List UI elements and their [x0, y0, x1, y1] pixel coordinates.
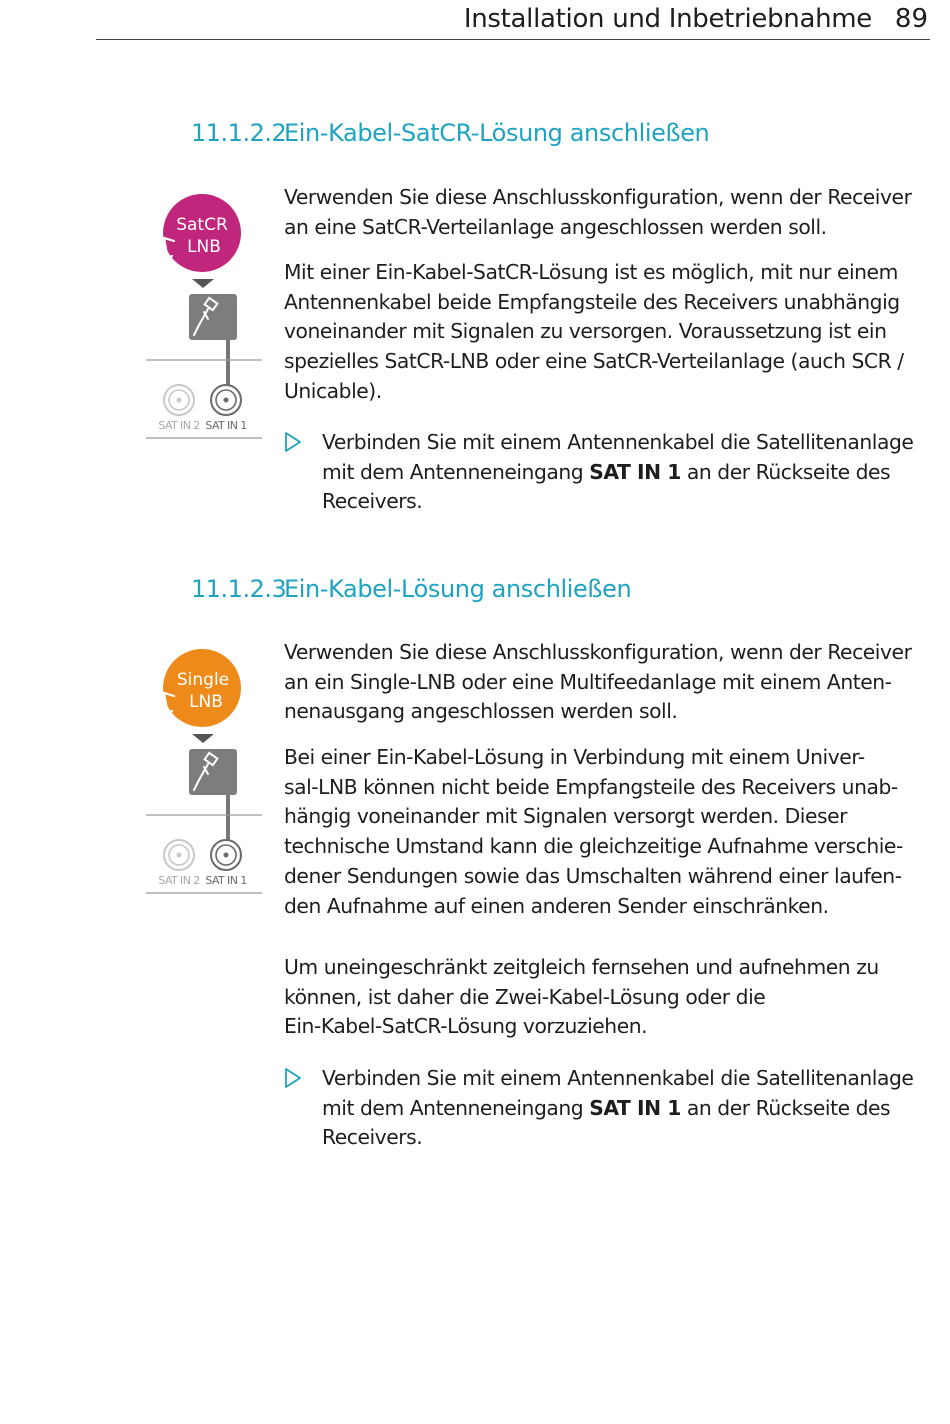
badge-line1: Single	[176, 670, 230, 690]
port-label-sat-in-1: SAT IN 1	[205, 419, 247, 432]
badge-line2: LNB	[187, 237, 221, 257]
sat-in-1-label: SAT IN 1	[589, 1095, 681, 1120]
page-number: 89	[894, 4, 928, 34]
paragraph: Verwenden Sie diese Anschlusskonfiguration, wenn der Receiver an eine SatCR-Verteilanlage angeschlossen werden soll.	[284, 185, 912, 239]
header-divider	[96, 39, 930, 40]
port-label-sat-in-2: SAT IN 2	[158, 419, 200, 432]
coax-plug-icon	[189, 294, 237, 340]
down-arrow-icon	[192, 279, 214, 288]
section-heading: Ein-Kabel-Lösung anschließen	[284, 575, 632, 603]
sat-in-1-port-icon	[211, 385, 241, 415]
paragraph: Mit einer Ein-Kabel-SatCR-Lösung ist es möglich, mit nur einem Antennenkabel beide Empfangsteile des Receivers unabhängig voneinander mit Signalen zu versorgen. Voraussetzung ist ein spezielles SatCR-LNB oder eine SatCR-Verteilanlage (auch SCR / Unicable).	[284, 260, 904, 403]
port-label-sat-in-1: SAT IN 1	[205, 874, 247, 887]
sat-in-1-port-icon	[211, 840, 241, 870]
paragraph: Bei einer Ein-Kabel-Lösung in Verbindung mit einem Univer- sal-LNB können nicht beide Empfangsteile des Receivers unab- hängig voneinander mit Signalen versorgt werden. Dieser technische Umstand kann die gleichzeitige Aufnahme verschie- dener Sendungen sowie das Umschalten während einer laufen- den Aufnahme auf einen anderen Sender einschränken.	[284, 745, 903, 918]
badge-line1: SatCR	[176, 215, 228, 235]
single-lnb-connection-diagram	[146, 647, 262, 897]
port-label-sat-in-2: SAT IN 2	[158, 874, 200, 887]
step-triangle-icon	[284, 431, 302, 453]
paragraph: Um uneingeschränkt zeitgleich fernsehen und aufnehmen zu können, ist daher die Zwei-Kabel-Lösung oder die Ein-Kabel-SatCR-Lösung vorzuziehen.	[284, 955, 879, 1039]
satcr-lnb-badge	[156, 194, 241, 272]
running-header-title: Installation und Inbetriebnahme	[463, 4, 872, 34]
paragraph: Verwenden Sie diese Anschlusskonfiguration, wenn der Receiver an ein Single-LNB oder eine Multifeedanlage mit einem Anten- nenausgang angeschlossen werden soll.	[284, 640, 912, 724]
step-triangle-icon	[284, 1067, 302, 1089]
badge-line2: LNB	[189, 692, 223, 712]
single-lnb-badge	[156, 649, 241, 727]
satcr-connection-diagram	[146, 192, 262, 442]
section-number: 11.1.2.3	[191, 575, 287, 603]
coax-plug-icon	[189, 749, 237, 795]
sat-in-1-label: SAT IN 1	[589, 459, 681, 484]
section-number: 11.1.2.2	[191, 119, 287, 147]
sat-in-2-port-icon	[164, 840, 194, 870]
down-arrow-icon	[192, 734, 214, 743]
section-heading: Ein-Kabel-SatCR-Lösung anschließen	[284, 119, 710, 147]
sat-in-2-port-icon	[164, 385, 194, 415]
